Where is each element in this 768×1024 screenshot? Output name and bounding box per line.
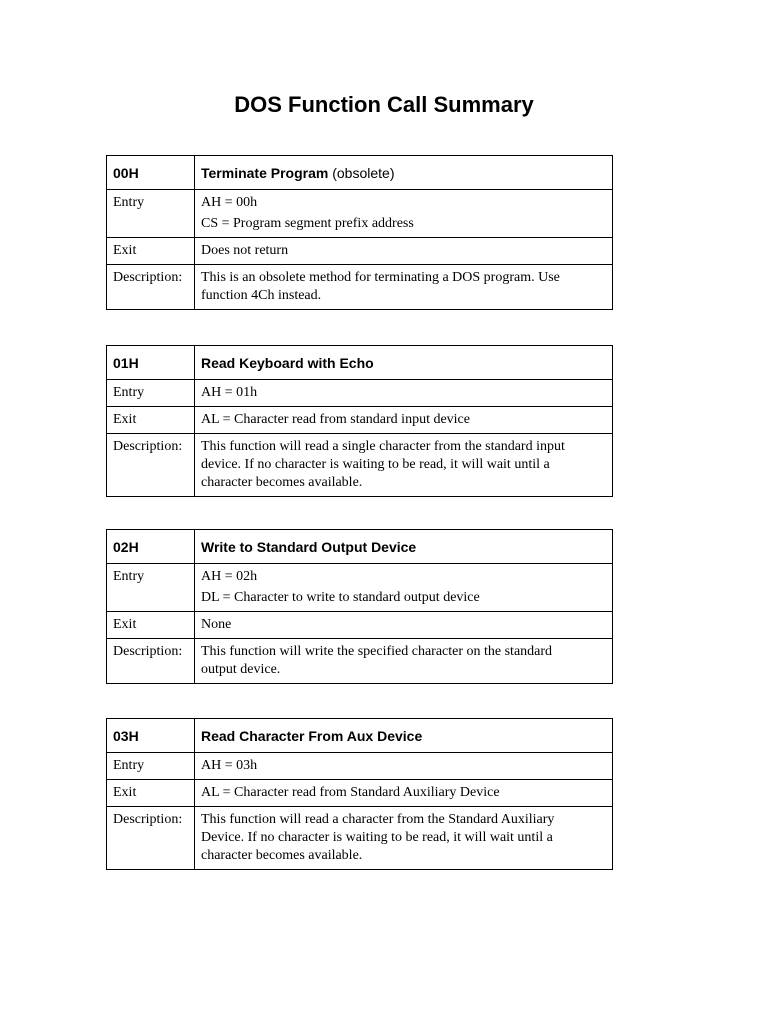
exit-label: Exit bbox=[107, 407, 195, 434]
description-value bbox=[195, 639, 613, 684]
entry-line: AH = 03h bbox=[201, 758, 258, 773]
function-code-cell bbox=[107, 530, 195, 564]
function-table-01h bbox=[106, 345, 613, 497]
function-name-cell bbox=[195, 530, 613, 564]
description-line: This is an obsolete method for terminating a DOS program. Use bbox=[201, 270, 560, 285]
function-name-cell bbox=[195, 156, 613, 190]
exit-label: Exit bbox=[107, 238, 195, 265]
function-name-cell bbox=[195, 719, 613, 753]
function-header-row bbox=[107, 346, 613, 380]
exit-value bbox=[195, 780, 613, 807]
exit-row bbox=[107, 780, 613, 807]
function-header-row bbox=[107, 719, 613, 753]
exit-line: AL = Character read from Standard Auxiliary Device bbox=[201, 785, 500, 800]
description-line: This function will write the specified character on the standard bbox=[201, 644, 553, 659]
function-name: Read Keyboard with Echo bbox=[201, 354, 374, 371]
entry-value bbox=[195, 753, 613, 780]
description-value bbox=[195, 434, 613, 497]
exit-line: Does not return bbox=[201, 243, 289, 258]
function-name: Terminate Program bbox=[201, 164, 329, 181]
function-table-02h bbox=[106, 529, 613, 684]
exit-row bbox=[107, 238, 613, 265]
description-label: Description: bbox=[107, 434, 195, 497]
description-line: device. If no character is waiting to be read, it will wait until a bbox=[201, 457, 550, 472]
description-row bbox=[107, 265, 613, 310]
description-label: Description: bbox=[107, 265, 195, 310]
entry-row bbox=[107, 753, 613, 780]
entry-label: Entry bbox=[107, 380, 195, 407]
function-name-cell bbox=[195, 346, 613, 380]
exit-value bbox=[195, 238, 613, 265]
entry-value bbox=[195, 190, 613, 238]
entry-value bbox=[195, 564, 613, 612]
function-table-00h bbox=[106, 155, 613, 310]
function-table-03h bbox=[106, 718, 613, 870]
entry-label: Entry bbox=[107, 190, 195, 238]
entry-row bbox=[107, 564, 613, 612]
description-line: character becomes available. bbox=[201, 475, 363, 490]
exit-label: Exit bbox=[107, 780, 195, 807]
function-code-cell bbox=[107, 156, 195, 190]
entry-line: AH = 01h bbox=[201, 385, 258, 400]
exit-row bbox=[107, 407, 613, 434]
entry-line: DL = Character to write to standard output device bbox=[201, 590, 480, 605]
description-line: Device. If no character is waiting to be read, it will wait until a bbox=[201, 830, 553, 845]
function-code: 02H bbox=[113, 538, 139, 555]
entry-row bbox=[107, 190, 613, 238]
description-label: Description: bbox=[107, 639, 195, 684]
function-code-cell bbox=[107, 719, 195, 753]
entry-label: Entry bbox=[107, 753, 195, 780]
description-label: Description: bbox=[107, 807, 195, 870]
page-title: DOS Function Call Summary bbox=[234, 92, 534, 117]
entry-line: AH = 02h bbox=[201, 569, 258, 584]
function-note: (obsolete) bbox=[332, 164, 395, 181]
description-row bbox=[107, 434, 613, 497]
function-header-row bbox=[107, 530, 613, 564]
entry-value bbox=[195, 380, 613, 407]
description-row bbox=[107, 807, 613, 870]
description-line: output device. bbox=[201, 662, 281, 677]
function-name: Write to Standard Output Device bbox=[201, 538, 417, 555]
function-code: 00H bbox=[113, 164, 139, 181]
function-name: Read Character From Aux Device bbox=[201, 727, 423, 744]
function-code-cell bbox=[107, 346, 195, 380]
description-row bbox=[107, 639, 613, 684]
exit-line: AL = Character read from standard input device bbox=[201, 412, 470, 427]
entry-line: CS = Program segment prefix address bbox=[201, 216, 414, 231]
entry-row bbox=[107, 380, 613, 407]
function-code: 03H bbox=[113, 727, 139, 744]
description-value bbox=[195, 265, 613, 310]
entry-label: Entry bbox=[107, 564, 195, 612]
exit-row bbox=[107, 612, 613, 639]
description-line: This function will read a character from the Standard Auxiliary bbox=[201, 812, 555, 827]
description-line: character becomes available. bbox=[201, 848, 363, 863]
description-line: This function will read a single character from the standard input bbox=[201, 439, 565, 454]
function-header-row bbox=[107, 156, 613, 190]
exit-value bbox=[195, 612, 613, 639]
exit-line: None bbox=[201, 617, 232, 632]
exit-label: Exit bbox=[107, 612, 195, 639]
description-value bbox=[195, 807, 613, 870]
function-code: 01H bbox=[113, 354, 139, 371]
description-line: function 4Ch instead. bbox=[201, 288, 322, 303]
entry-line: AH = 00h bbox=[201, 195, 258, 210]
exit-value bbox=[195, 407, 613, 434]
